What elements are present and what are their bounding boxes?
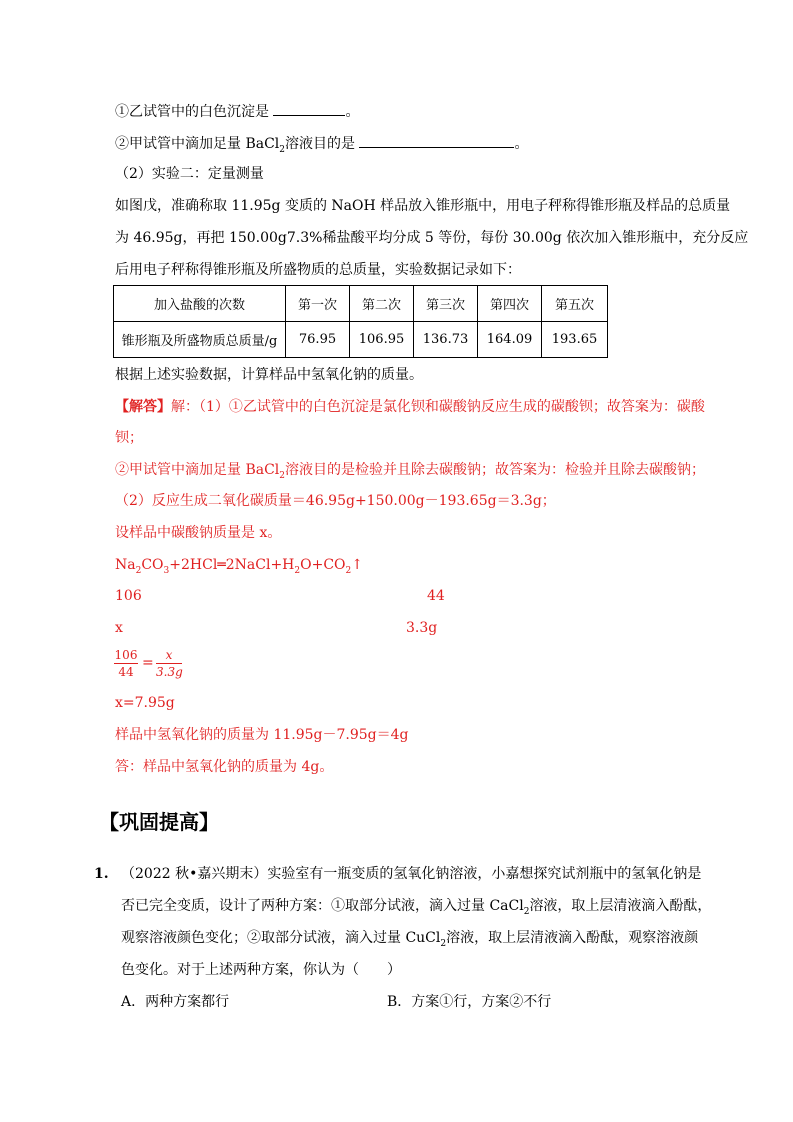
- ratio-right-1: 44: [427, 588, 445, 604]
- question1-line-1: （2022 秋•嘉兴期末）实验室有一瓶变质的氢氧化钠溶液，小嘉想探究试剂瓶中的氢氧化钠是: [121, 866, 702, 882]
- fraction-2: x 3.3g: [156, 648, 183, 679]
- option-a[interactable]: A．两种方案都行: [121, 994, 230, 1010]
- question-line-1: ①乙试管中的白色沉淀是 。: [115, 101, 359, 122]
- calc-instruction: 根据上述实验数据，计算样品中氢氧化钠的质量。: [115, 367, 423, 383]
- paragraph-line-3: 后用电子秤称得锥形瓶及所盛物质的总质量，实验数据记录如下：: [115, 262, 521, 278]
- chemical-equation: $Na_2CO_3+2HCl═2NaCl+H_2O+CO_2↑$: [115, 557, 363, 576]
- table-cell: 136.73: [414, 322, 478, 358]
- ratio-left-1: 106: [115, 588, 142, 604]
- answer-line-3: （2）反应生成二氧化碳质量＝46.95g+150.00g－193.65g＝3.3g；: [115, 493, 556, 509]
- answer-line-2: ②甲试管中滴加足量 BaCl$_2$溶液目的是检验并且除去碳酸钠；故答案为：检验并且除去碳酸钠；: [115, 462, 706, 481]
- table-cell: 76.95: [286, 322, 350, 358]
- option-b[interactable]: B．方案①行，方案②不行: [387, 994, 552, 1010]
- table-cell: 第一次: [286, 286, 350, 322]
- table-cell: 193.65: [542, 322, 608, 358]
- table-cell: 第五次: [542, 286, 608, 322]
- fraction-equals: =: [142, 655, 154, 671]
- experiment-2-title: （2）实验二：定量测量: [115, 166, 264, 182]
- section-heading: 【巩固提高】: [99, 810, 219, 834]
- question-number: 1.: [94, 866, 109, 882]
- data-table: [113, 285, 608, 358]
- answer-blank-1: [273, 101, 345, 116]
- answer-naoh-mass: 样品中氢氧化钠的质量为 11.95g－7.95g＝4g: [115, 727, 409, 743]
- ratio-right-2: 3.3g: [406, 620, 438, 636]
- table-cell: 第四次: [478, 286, 542, 322]
- question-line-2: ②甲试管中滴加足量 BaCl$_2$溶液目的是 。: [115, 133, 528, 160]
- question1-line-3: 观察溶液颜色变化；②取部分试液，滴入过量 CuCl$_2$溶液，取上层清液滴入酚酞，观察溶液颜: [121, 930, 699, 949]
- table-cell: 第三次: [414, 286, 478, 322]
- answer-line-1: 【解答】解：（1）①乙试管中的白色沉淀是氯化钡和碳酸钠反应生成的碳酸钡；故答案为：碳酸: [115, 399, 705, 415]
- table-cell: 106.95: [350, 322, 414, 358]
- paragraph-line-2: 为 46.95g，再把 150.00g7.3%稀盐酸平均分成 5 等份，每份 30.00g 依次加入锥形瓶中，充分反应: [115, 230, 749, 246]
- answer-line-4: 设样品中碳酸钠质量是 x。: [115, 525, 282, 541]
- question1-line-4: 色变化。对于上述两种方案，你认为（ ）: [121, 962, 401, 978]
- answer-final: 答：样品中氢氧化钠的质量为 4g。: [115, 759, 334, 775]
- table-header-row: [114, 286, 608, 322]
- answer-line-1b: 钡；: [115, 430, 143, 446]
- paragraph-line-1: 如图戊，准确称取 11.95g 变质的 NaOH 样品放入锥形瓶中，用电子秤称得锥形瓶及样品的总质量: [115, 198, 731, 214]
- question1-line-2: 否已完全变质，设计了两种方案：①取部分试液，滴入过量 CaCl$_2$溶液，取上层清液滴入酚酞，: [121, 898, 712, 917]
- table-cell: 加入盐酸的次数: [114, 286, 286, 322]
- table-cell: 锥形瓶及所盛物质总质量/g: [114, 322, 286, 358]
- ratio-left-2: x: [115, 620, 123, 636]
- table-row: [114, 322, 608, 358]
- answer-x-value: x=7.95g: [115, 695, 175, 711]
- table-cell: 164.09: [478, 322, 542, 358]
- table-cell: 第二次: [350, 286, 414, 322]
- answer-blank-2: [359, 133, 514, 148]
- fraction-1: 106 44: [114, 648, 138, 679]
- answer-tag: 【解答】: [115, 399, 171, 415]
